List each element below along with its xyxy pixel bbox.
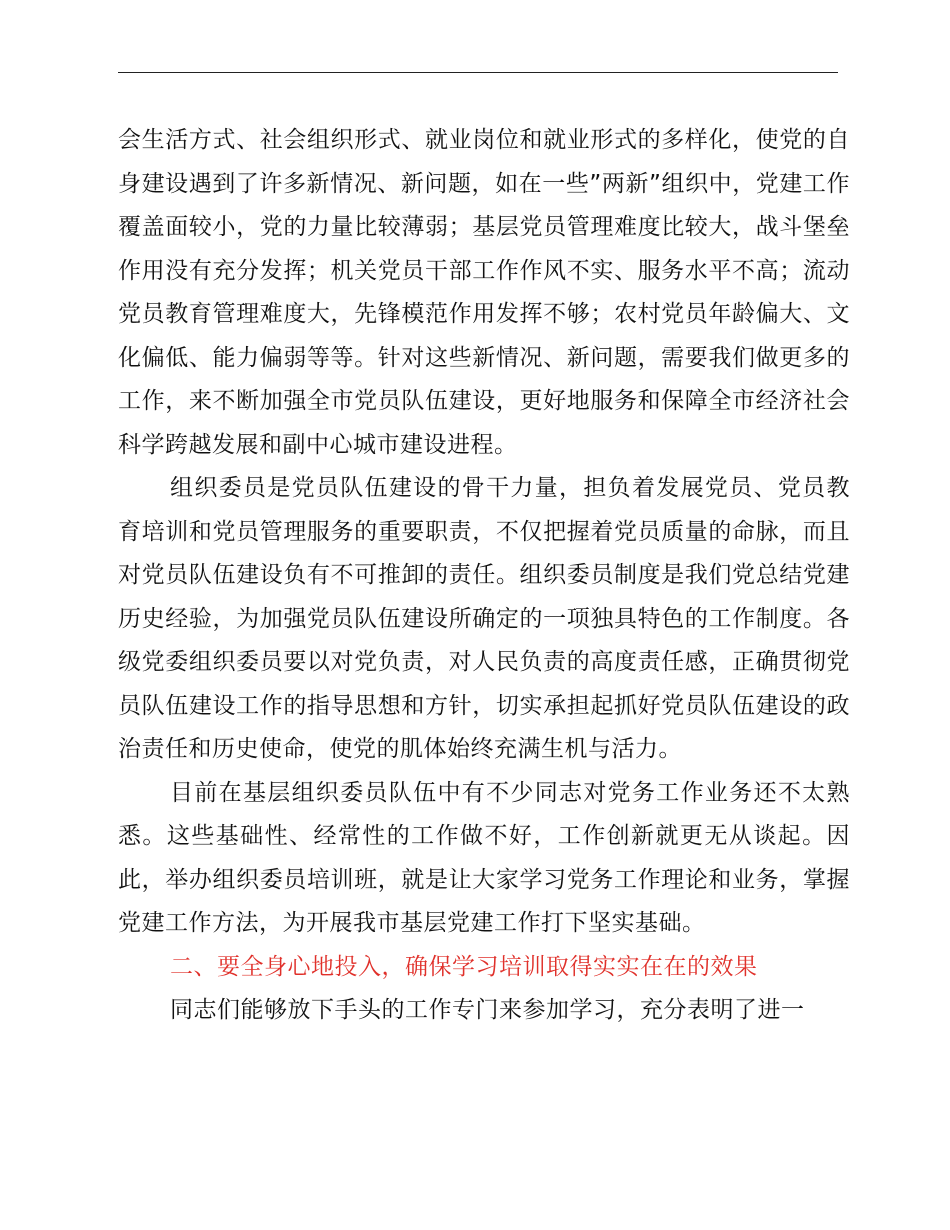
paragraph-closing: 同志们能够放下手头的工作专门来参加学习，充分表明了进一 <box>170 997 805 1023</box>
section-heading: 二、要全身心地投入，确保学习培训取得实实在在的效果 <box>170 953 758 980</box>
header-rule <box>118 72 838 73</box>
document-body <box>118 119 850 1033</box>
paragraph-training-purpose: 目前在基层组织委员队伍中有不少同志对党务工作业务还不太熟悉。这些基础性、经常性的工作做不好，工作创新就更无从谈起。因此，举办组织委员培训班，就是让大家学习党务工作理论和业务，掌握党建工作方法，为开展我市基层党建工作打下坚实基础。 <box>118 779 850 936</box>
paragraph-organization-committee: 组织委员是党员队伍建设的骨干力量，担负着发展党员、党员教育培训和党员管理服务的重要职责，不仅把握着党员质量的命脉，而且对党员队伍建设负有不可推卸的责任。组织委员制度是我们党总结党建历史经验，为加强党员队伍建设所确定的一项独具特色的工作制度。各级党委组织委员要以对党负责，对人民负责的高度责任感，正确贯彻党员队伍建设工作的指导思想和方针，切实承担起抓好党员队伍建设的政治责任和历史使命，使党的肌体始终充满生机与活力。 <box>118 475 850 762</box>
paragraph-continuation: 会生活方式、社会组织形式、就业岗位和就业形式的多样化，使党的自身建设遇到了许多新情况、新问题，如在一些”两新”组织中，党建工作覆盖面较小，党的力量比较薄弱；基层党员管理难度比较大，战斗堡垒作用没有充分发挥；机关党员干部工作作风不实、服务水平不高；流动党员教育管理难度大，先锋模范作用发挥不够；农村党员年龄偏大、文化偏低、能力偏弱等等。针对这些新情况、新问题，需要我们做更多的工作，来不断加强全市党员队伍建设，更好地服务和保障全市经济社会科学跨越发展和副中心城市建设进程。 <box>118 127 850 458</box>
